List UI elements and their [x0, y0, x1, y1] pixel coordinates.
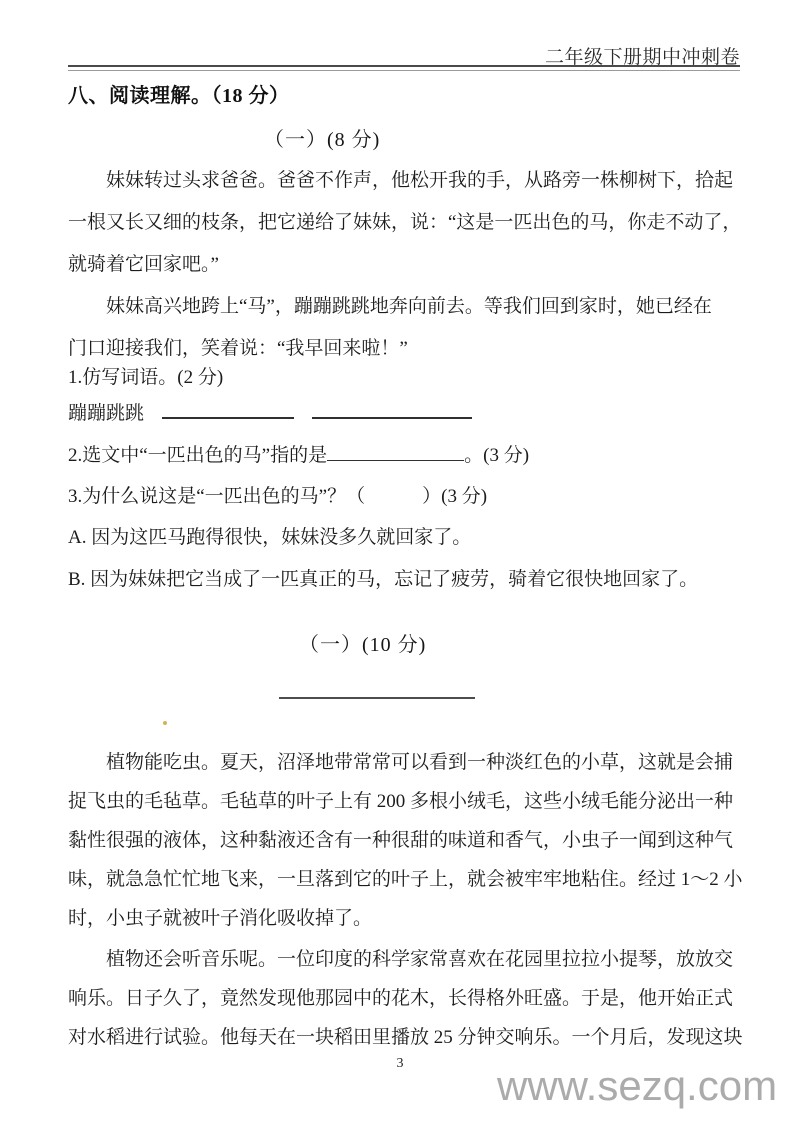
- question-3-option-b: B. 因为妹妹把它当成了一匹真正的马，忘记了疲劳，骑着它很快地回家了。: [68, 569, 699, 590]
- watermark: www.sezq.com: [497, 1062, 778, 1109]
- question-1-label: 1.仿写词语。(2 分): [68, 367, 224, 388]
- passage1-paragraph2: [68, 286, 744, 370]
- page-number: 3: [396, 1056, 404, 1071]
- passage-line: 一根又长又细的枝条，把它递给了妹妹，说：“这是一匹出色的马，你走不动了，: [68, 212, 742, 233]
- passage-line: 妹妹转过头求爸爸。爸爸不作声，他松开我的手，从路旁一株柳树下，拾起: [106, 170, 734, 191]
- passage-line: 植物能吃虫。夏天，沼泽地带常常可以看到一种淡红色的小草，这就是会捕: [106, 752, 734, 773]
- stray-mark: [163, 721, 167, 725]
- passage-line: 门口迎接我们，笑着说：“我早回来啦！”: [68, 338, 408, 359]
- passage2-paragraph1: [68, 743, 744, 938]
- passage-line: 黏性很强的液体，这种黏液还含有一种很甜的味道和香气，小虫子一闻到这种气: [68, 830, 734, 851]
- header-rule: [68, 65, 740, 71]
- passage-line: 妹妹高兴地跨上“马”，蹦蹦跳跳地奔向前去。等我们回到家时，她已经在: [106, 296, 712, 317]
- passage-title-blank: [279, 676, 475, 699]
- question-3-label: 3.为什么说这是“一匹出色的马”？（ ）(3 分): [68, 486, 488, 507]
- question-2: [68, 440, 529, 467]
- passage-line: 植物还会听音乐呢。一位印度的科学家常喜欢在花园里拉拉小提琴，放放交: [106, 949, 734, 970]
- question-2-suffix: 。(3 分): [464, 445, 530, 466]
- question-1-word: 蹦蹦跳跳: [68, 403, 145, 424]
- passage2-paragraph2: [68, 940, 744, 1057]
- passage-line: 响乐。日子久了，竟然发现他那园中的花木，长得格外旺盛。于是，他开始正式: [68, 988, 734, 1009]
- passage-line: 捉飞虫的毛毡草。毛毡草的叶子上有 200 多根小绒毛，这些小绒毛能分泌出一种: [68, 791, 734, 812]
- passage-line: 时，小虫子就被叶子消化吸收掉了。: [68, 908, 373, 929]
- passage-line: 就骑着它回家吧。”: [68, 254, 219, 275]
- passage-line: 味，就急急忙忙地飞来，一旦落到它的叶子上，就会被牢牢地粘住。经过 1～2 小: [68, 869, 743, 890]
- header-title: 二年级下册期中冲刺卷: [544, 47, 740, 68]
- passage1-paragraph1: [68, 160, 744, 286]
- section-heading: 八、阅读理解。（18 分）: [68, 85, 290, 107]
- question-3-option-a: A. 因为这匹马跑得很快，妹妹没多久就回家了。: [68, 527, 472, 548]
- passage-line: 对水稻进行试验。他每天在一块稻田里播放 25 分钟交响乐。一个月后，发现这块: [68, 1027, 743, 1048]
- question-2-prefix: 2.选文中“一匹出色的马”指的是: [68, 445, 328, 466]
- answer-blank-1: [162, 399, 294, 419]
- part2-heading: （一）(10 分): [299, 634, 427, 656]
- part1-heading: （一）(8 分): [264, 129, 381, 151]
- question-1-answer-row: [68, 398, 472, 425]
- answer-blank-3: [327, 442, 464, 461]
- answer-blank-2: [312, 399, 472, 419]
